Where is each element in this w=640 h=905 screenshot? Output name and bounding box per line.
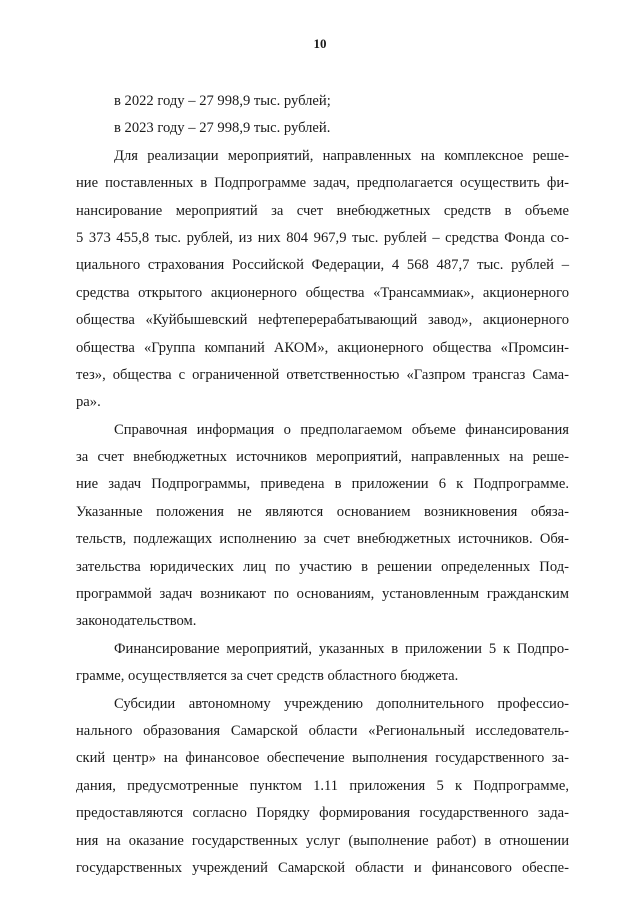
text-line: Указанные положения не являются основанием возникновения обяза- [76, 503, 569, 520]
paragraph [76, 636, 569, 691]
paragraph [76, 88, 569, 115]
page-number: 10 [313, 36, 327, 51]
text-line: предоставляются согласно Порядку формирования государственного зада- [76, 805, 569, 822]
text-line: в 2022 году – 27 998,9 тыс. рублей; [114, 93, 331, 109]
text-line: средства открытого акционерного общества «Трансаммиак», акционерного [76, 284, 569, 301]
text-line: общества «Группа компаний АКОМ», акционерного общества «Промсин- [76, 339, 569, 356]
paragraph [76, 143, 569, 417]
text-line: нального образования Самарской области «Региональный исследователь- [76, 722, 569, 739]
text-line: тез», общества с ограниченной ответственностью «Газпром трансгаз Сама- [76, 366, 569, 383]
text-line: Справочная информация о предполагаемом объеме финансирования [114, 421, 569, 438]
text-line: зательства юридических лиц по участию в решении определенных Под- [76, 558, 569, 575]
document-body [76, 88, 569, 882]
text-line: государственных учреждений Самарской области и финансового обеспе- [76, 859, 569, 876]
text-line: ние задач Подпрограммы, приведена в приложении 6 к Подпрограмме. [76, 476, 569, 493]
text-line: ние поставленных в Подпрограмме задач, предполагается осуществить фи- [76, 175, 569, 192]
paragraph [76, 691, 569, 883]
text-line: законодательством. [76, 613, 197, 630]
text-line: Для реализации мероприятий, направленных на комплексное реше- [114, 147, 569, 164]
text-line: ский центр» на финансовое обеспечение выполнения государственного за- [76, 750, 569, 767]
text-line: Финансирование мероприятий, указанных в приложении 5 к Подпро- [114, 640, 569, 657]
text-line: ния на оказание государственных услуг (выполнение работ) в отношении [76, 832, 569, 849]
text-line: Субсидии автономному учреждению дополнительного профессио- [114, 695, 569, 712]
paragraph [76, 115, 569, 142]
text-line: за счет внебюджетных источников мероприятий, направленных на реше- [76, 449, 569, 466]
text-line: в 2023 году – 27 998,9 тыс. рублей. [114, 120, 331, 137]
paragraph [76, 417, 569, 636]
text-line: тельств, подлежащих исполнению за счет внебюджетных источников. Обя- [76, 531, 569, 548]
text-line: общества «Куйбышевский нефтеперерабатывающий завод», акционерного [76, 312, 569, 329]
text-line: программой задач возникают по основаниям, установленным гражданским [76, 586, 569, 603]
text-line: грамме, осуществляется за счет средств областного бюджета. [76, 668, 459, 685]
text-line: циального страхования Российской Федерации, 4 568 487,7 тыс. рублей – [76, 257, 569, 274]
text-line: ра». [76, 394, 101, 411]
text-line: нансирование мероприятий за счет внебюджетных средств в объеме [76, 202, 569, 219]
text-line: 5 373 455,8 тыс. рублей, из них 804 967,9 тыс. рублей – средства Фонда со- [76, 229, 569, 246]
text-line: дания, предусмотренные пунктом 1.11 приложения 5 к Подпрограмме, [76, 777, 569, 794]
